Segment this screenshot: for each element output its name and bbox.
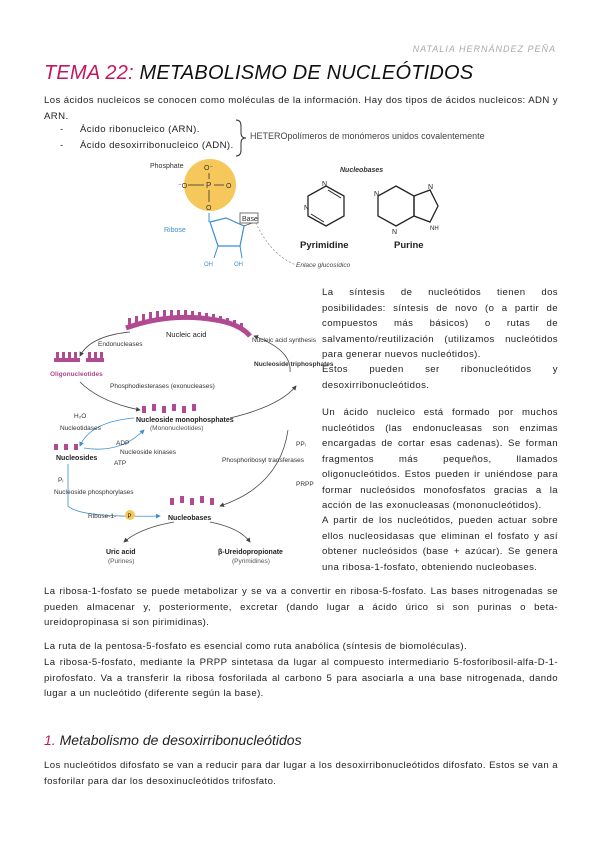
- phosphoribosyl-transferases-label: Phosphoribosyl transferases: [222, 457, 305, 464]
- o-minus-left: ⁻O: [178, 183, 188, 190]
- phosphate-label: Phosphate: [150, 163, 184, 170]
- pyrimidine-label: Pyrimidine: [300, 240, 349, 251]
- nucleobases-label: Nucleobases: [168, 515, 212, 522]
- bullet-dash: -: [60, 124, 64, 135]
- right-paragraph-1: La síntesis de nucleótidos tienen dos posibilidades: síntesis de novo (o a partir de compuestos más básicos) o rutas de salvamento/reutilización (utilizamos nucleótidos para generar nuevos nucleótidos).: [322, 287, 558, 360]
- nucleoside-phosphorylases-label: Nucleoside phosphorylases: [54, 489, 134, 496]
- p-circle-label: P: [127, 514, 132, 520]
- ppi-label: PPᵢ: [296, 441, 306, 448]
- nucleic-acid-label: Nucleic acid: [166, 330, 207, 339]
- pi-label: Pᵢ: [58, 477, 64, 484]
- svg-text:NH: NH: [430, 226, 439, 232]
- atp-label: ATP: [114, 460, 127, 467]
- purine-ring-6: [378, 186, 414, 226]
- h2o-label: H₂O: [74, 413, 87, 420]
- o-bottom: O: [206, 205, 212, 212]
- glycosidic-bond-label: Enlace glucosídico: [296, 262, 351, 269]
- purines-label: (Purines): [108, 558, 135, 565]
- title-number: TEMA 22:: [44, 62, 134, 84]
- paragraph-ribosa: La ribosa-1-fosfato se puede metabolizar y se va a convertir en ribosa-5-fosfato. Las bases nitrogenadas se pueden almacenar y, posteriormente, excretar (dando lugar a ácido úrico si son purinas o beta-ureidopropinasa si son pirimidinas).: [44, 586, 558, 628]
- pyrimidines-label: (Pyrimidines): [232, 558, 270, 565]
- nucleic-acid-synthesis-label: Nucleic acid synthesis: [252, 337, 316, 344]
- nucleobases-structures: [296, 180, 446, 240]
- author-name: NATALIA HERNÁNDEZ PEÑA: [412, 44, 556, 54]
- paragraph-pentosa: La ruta de la pentosa-5-fosfato es esencial como ruta anabólica (síntesis de biomoléculas).: [44, 641, 468, 652]
- svg-text:N: N: [322, 181, 328, 188]
- bullet-dash: -: [60, 140, 64, 151]
- oh-right: OH: [234, 262, 243, 268]
- ribose-label: Ribose: [164, 227, 186, 234]
- brace-text: HETEROpolímeros de monómeros unidos covalentemente: [250, 131, 485, 141]
- oh-left: OH: [204, 262, 213, 268]
- purine-ring-5: [414, 190, 438, 222]
- nucleotidases-label: Nucleotidases: [60, 425, 101, 432]
- oligonucleotides-shapes: [54, 352, 104, 362]
- right-paragraph-2: Estos pueden ser ribonucleótidos y desoxirribonucleótidos.: [322, 364, 558, 391]
- ribose-ring: [210, 218, 244, 246]
- adp-label: ADP: [116, 440, 130, 447]
- svg-text:N: N: [304, 205, 310, 212]
- nucleoside-kinases-label: Nucleoside kinases: [120, 449, 177, 456]
- svg-text:N: N: [428, 184, 434, 191]
- paragraph-final: Los nucleótidos difosfato se van a reducir para dar lugar a los desoxirribonucleótidos difosfato. Estos se van a fosforilar para dar los desoxinucleótidos trifosfato.: [44, 760, 558, 787]
- o-right: O: [226, 183, 232, 190]
- right-paragraph-3: Un ácido nucleico está formado por muchos nucleótidos (las endonucleasas son enzimas encargadas de cortar esas cadenas). Se forman fragmentos más pequeños, llamados oligonucleótidos. Estos pueden ir uniéndose para formar nucleósidos monofosfatos gracias a la acción de las exonucleasas (mononucleótidos).: [322, 407, 558, 511]
- purine-label: Purine: [394, 240, 424, 251]
- nucleoside-triphosphates-label: Nucleoside triphosphates: [254, 361, 334, 368]
- paragraph-prpp: La ribosa-5-fosfato, mediante la PRPP sintetasa da lugar al compuesto intermediario 5-fosforibosil-alfa-D-1-pirofosfato. Va a transferir la ribosa fosforilada al carbono 5 para asociarla a una base nitrogenada, dando lugar a un nucleótido (diferente según la base).: [44, 657, 558, 699]
- section-heading: [44, 732, 302, 748]
- bullet-adn: Ácido desoxirribonucleico (ADN).: [80, 140, 234, 151]
- phosphodiesterases-label: Phosphodiesterases (exonucleases): [110, 383, 215, 390]
- bullet-arn: Ácido ribonucleico (ARN).: [80, 124, 200, 135]
- right-paragraph-4: A partir de los nucleótidos, pueden actuar sobre ellos nucleosidasas que eliminan el fosfato y así obtener nucleósidos (base + azúcar). Se genera una ribosa-1-fosfato, obteniendo nucleobases.: [322, 515, 558, 573]
- nucleotide-cycle-figure: [40, 306, 334, 568]
- svg-text:N: N: [392, 229, 398, 236]
- ribose-1-p-label: Ribose-1-: [88, 513, 117, 520]
- oligonucleotides-label: Oligonucleotides: [50, 371, 103, 378]
- nucleoside-monophosphates-label: Nucleoside monophosphates: [136, 417, 234, 424]
- o-top: O⁻: [204, 165, 214, 172]
- pyrimidine-ring: [308, 186, 344, 226]
- prpp-label: PRPP: [296, 481, 314, 488]
- svg-text:N: N: [374, 191, 380, 198]
- section-title: Metabolismo de desoxirribonucleótidos: [59, 732, 302, 748]
- intro-paragraph: Los ácidos nucleicos se conocen como moléculas de la información. Hay dos tipos de ácidos nucleicos: ADN y ARN.: [44, 95, 558, 122]
- endonucleases-label: Endonucleases: [98, 341, 143, 348]
- page-title: [44, 62, 473, 85]
- title-text: METABOLISMO DE NUCLEÓTIDOS: [139, 62, 474, 84]
- nucleobases-title: Nucleobases: [340, 167, 384, 174]
- base-label: Base: [242, 216, 258, 223]
- uric-acid-label: Uric acid: [106, 549, 136, 556]
- ureidopropionate-label: β-Ureidopropionate: [218, 549, 283, 556]
- mononucleotides-label: (Mononucleotides): [150, 425, 204, 432]
- p-atom: P: [206, 181, 212, 190]
- section-number: 1.: [44, 732, 56, 748]
- brace-shape: [234, 118, 248, 158]
- nucleosides-label: Nucleosides: [56, 455, 98, 462]
